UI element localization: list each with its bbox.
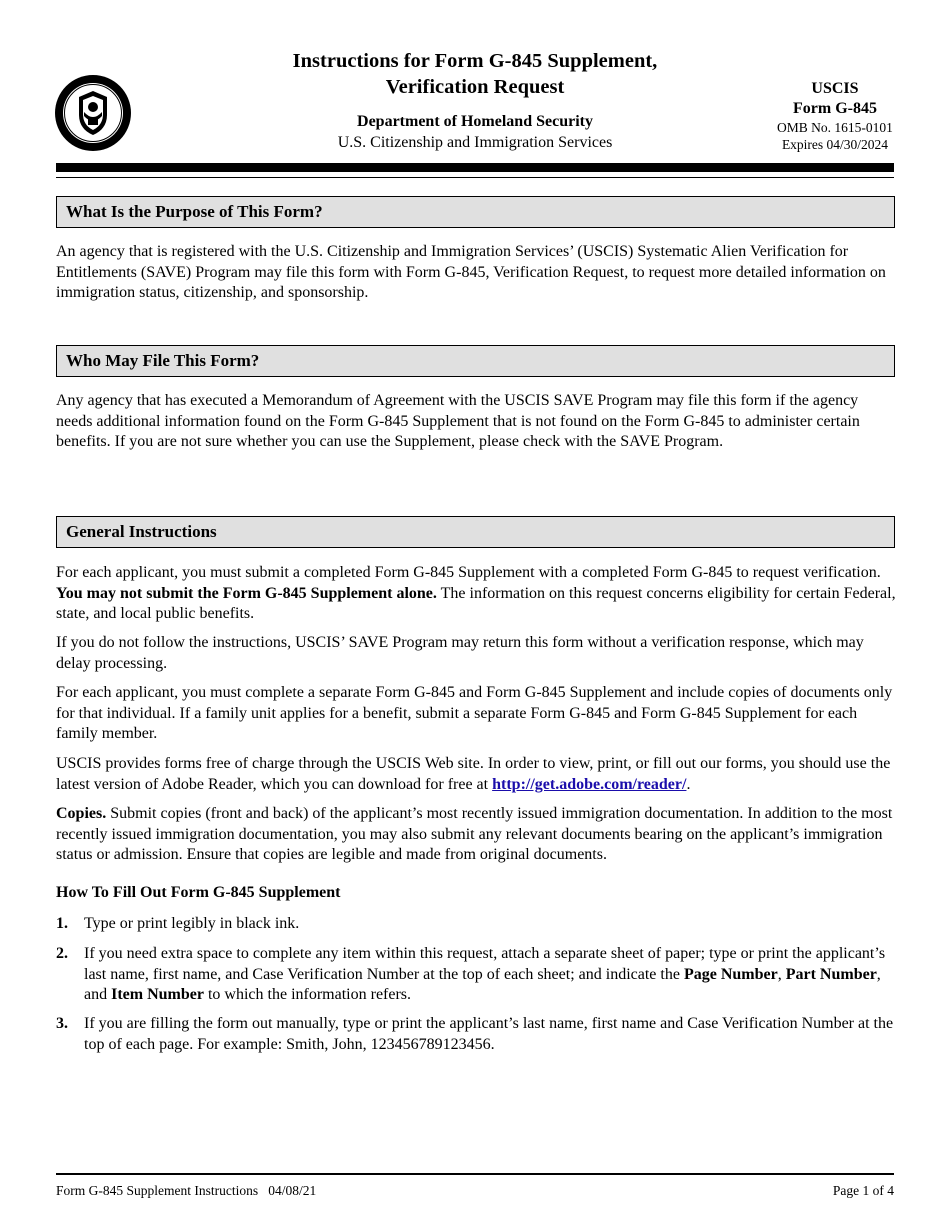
header-divider-thick (56, 163, 894, 172)
footer-divider (56, 1173, 894, 1175)
general-paragraph-1: For each applicant, you must submit a completed Form G-845 Supplement with a completed Form G-845 to request verification. You may not submit the Form G-845 Supplement alone. The information on this request concerns eligibility for certain Federal, state, and local public benefits. (56, 564, 896, 623)
who-paragraph: Any agency that has executed a Memorandum of Agreement with the USCIS SAVE Program may file this form if the agency needs additional information found on the Form G-845 Supplement that is not found on the Form G-845 to administer certain benefits. If you are not sure whether you can use the Supplement, please check with the SAVE Program. (56, 392, 860, 451)
list-item: 2. If you need extra space to complete any item within this request, attach a separate sheet of paper; type or print the applicant’s last name, first name, and Case Verification Number at the top of each sheet; and indicate the Page Number, Part Number, and Item Number to which the information refers. (56, 945, 886, 1004)
expiration-date: Expires 04/30/2024 (781, 137, 889, 152)
general-paragraph-4: USCIS provides forms free of charge through the USCIS Web site. In order to view, print, or fill out our forms, you should use the latest version of Adobe Reader, which you can download for free at http://get.adobe.com/reader/. (56, 755, 891, 793)
title-block (250, 48, 700, 153)
omb-number: OMB No. 1615-0101 (777, 120, 893, 135)
dhs-seal-icon (54, 74, 132, 152)
agency-name: U.S. Citizenship and Immigration Services (337, 134, 613, 151)
footer-form-info: Form G-845 Supplement Instructions 04/08/21 (56, 1183, 317, 1198)
general-paragraph-2: If you do not follow the instructions, USCIS’ SAVE Program may return this form without a verification response, which may delay processing. (56, 634, 864, 672)
adobe-reader-link[interactable]: http://get.adobe.com/reader/ (492, 775, 687, 793)
section-heading-purpose: What Is the Purpose of This Form? (56, 196, 895, 228)
section-heading-who: Who May File This Form? (56, 345, 895, 377)
purpose-paragraph: An agency that is registered with the U.S. Citizenship and Immigration Services’ (USCIS) Systematic Alien Verification for Entitlements (SAVE) Program may file this form with Form G-845, Verification Request, to request more detailed information on immigration status, citizenship, and sponsorship. (56, 243, 886, 302)
agency-abbrev: USCIS (811, 80, 859, 97)
page-number: Page 1 of 4 (832, 1183, 894, 1198)
general-paragraph-3: For each applicant, you must complete a separate Form G-845 and Form G-845 Supplement and include copies of documents only for that individual. If a family unit applies for a benefit, submit a separate Form G-845 and Form G-845 Supplement for each family member. (56, 684, 893, 743)
header-divider-thin (56, 177, 894, 178)
copies-paragraph: Copies. Submit copies (front and back) of the applicant’s most recently issued immigration documentation. In addition to the most recently issued immigration documentation, you may also submit any relevant documents bearing on the applicant’s immigration status or admission. Ensure that copies are legible and made from original documents. (56, 805, 893, 864)
list-item: 3. If you are filling the form out manually, type or print the applicant’s last name, first name and Case Verification Number at the top of each page. For example: Smith, John, 123456789123456. (56, 1015, 894, 1053)
how-to-heading: How To Fill Out Form G-845 Supplement (56, 884, 341, 901)
list-item: 1. Type or print legibly in black ink. (56, 915, 300, 932)
document-title: Instructions for Form G-845 Supplement, Verification Request (292, 50, 658, 98)
form-identifier (765, 79, 905, 153)
section-heading-general: General Instructions (56, 516, 895, 548)
form-number: Form G-845 (793, 100, 877, 117)
department-name: Department of Homeland Security (357, 113, 593, 130)
